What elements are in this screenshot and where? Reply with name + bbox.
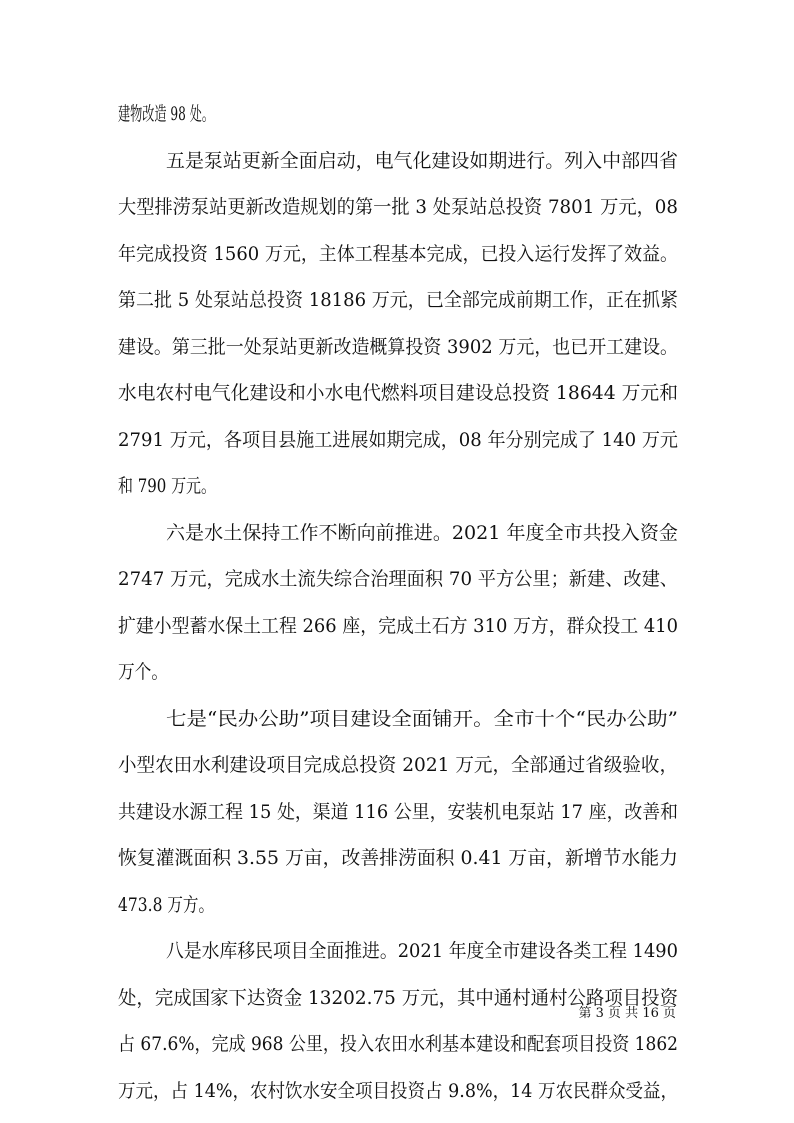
body-line: 2791 万元，各项目县施工进展如期完成，08 年分别完成了 140 万元	[118, 428, 678, 451]
body-line: 建物改造 98 处。	[118, 103, 214, 125]
body-line: 建设。第三批一处泵站更新改造概算投资 3902 万元，也已开工建设。	[118, 335, 678, 358]
body-line: 共建设水源工程 15 处，渠道 116 公里，安装机电泵站 17 座，改善和	[118, 800, 678, 823]
body-line: 万个。	[118, 661, 168, 683]
paragraph-first-line: 七是“民办公助”项目建设全面铺开。全市十个“民办公助”	[166, 707, 678, 730]
body-line: 处，完成国家下达资金 13202.75 万元，其中通村通村公路项目投资	[118, 986, 678, 1009]
body-line: 大型排涝泵站更新改造规划的第一批 3 处泵站总投资 7801 万元，08	[118, 196, 678, 218]
body-line: 第二批 5 处泵站总投资 18186 万元，已全部完成前期工作，正在抓紧	[118, 289, 678, 311]
body-line: 万元，占 14%，农村饮水安全项目投资占 9.8%，14 万农民群众受益，	[118, 1079, 678, 1102]
paragraph-first-line: 六是水土保持工作不断向前推进。2021 年度全市共投入资金	[166, 521, 678, 544]
body-line: 水电农村电气化建设和小水电代燃料项目建设总投资 18644 万元和	[118, 382, 678, 404]
body-line: 恢复灌溉面积 3.55 万亩，改善排涝面积 0.41 万亩，新增节水能力	[118, 847, 678, 869]
body-line: 473.8 万方。	[118, 893, 214, 916]
body-line: 占 67.6%，完成 968 公里，投入农田水利基本建设和配套项目投资 1862	[118, 1033, 678, 1055]
body-line: 年完成投资 1560 万元，主体工程基本完成，已投入运行发挥了效益。	[118, 242, 678, 265]
body-line: 扩建小型蓄水保土工程 266 座，完成土石方 310 万方，群众投工 410	[118, 614, 678, 637]
body-line: 和 790 万元。	[118, 475, 216, 497]
body-line: 小型农田水利建设项目完成总投资 2021 万元，全部通过省级验收，	[118, 754, 678, 776]
paragraph-first-line: 五是泵站更新全面启动，电气化建设如期进行。列入中部四省	[166, 149, 678, 172]
body-line: 2747 万元，完成水土流失综合治理面积 70 平方公里；新建、改建、	[118, 568, 678, 590]
page-number-footer: 第 3 页 共 16 页	[578, 1006, 676, 1021]
paragraph-first-line: 八是水库移民项目全面推进。2021 年度全市建设各类工程 1490	[166, 940, 678, 962]
